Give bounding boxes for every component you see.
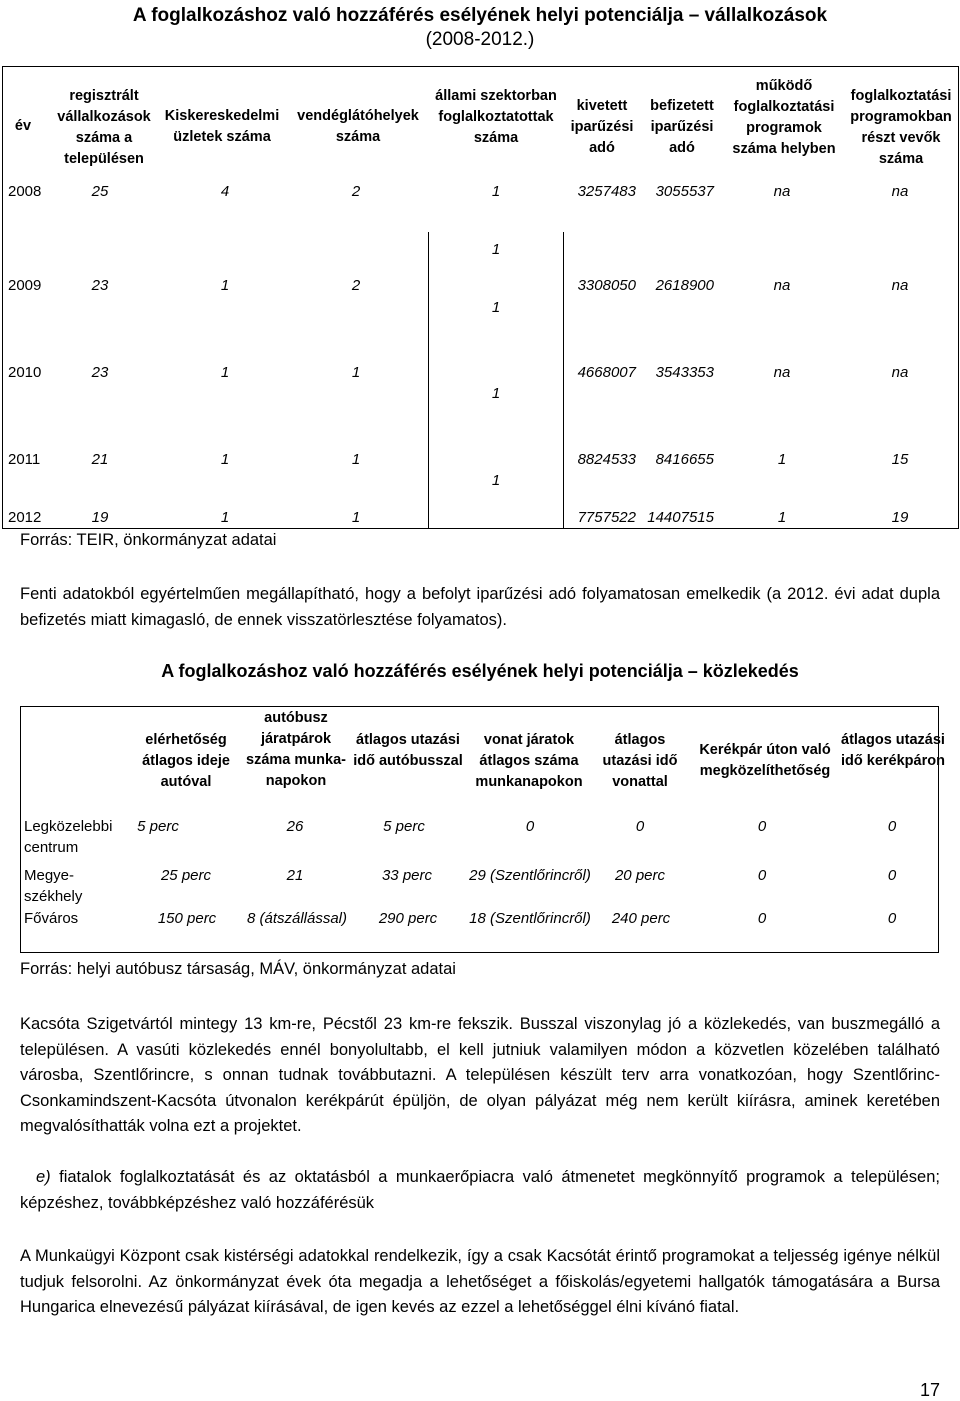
paragraph-youth-programs — [20, 1165, 940, 1216]
cell: 4 — [220, 183, 230, 200]
cell: 2 — [351, 183, 361, 200]
cell: 7757522 — [577, 509, 636, 526]
cell: 3543353 — [655, 364, 714, 381]
cell: 240 perc — [611, 910, 671, 927]
cell: 8 (átszállással) — [246, 910, 348, 927]
cell: 1 — [351, 509, 361, 526]
cell: 2618900 — [655, 277, 714, 294]
section-title-enterprises — [0, 4, 960, 52]
table1-left-border — [2, 66, 3, 529]
cell: 15 — [891, 451, 909, 468]
cell-year: 2008 — [8, 183, 42, 200]
item-marker: e) — [36, 1168, 51, 1186]
cell: 8416655 — [655, 451, 714, 468]
cell: 0 — [757, 867, 767, 884]
th-train-time: átlagos utazási idő vonattal — [602, 732, 678, 790]
cell: 33 perc — [381, 867, 433, 884]
cell: 1 — [351, 451, 361, 468]
cell: 5 perc — [383, 818, 425, 835]
cell: na — [773, 364, 791, 381]
cell: 19 — [91, 509, 109, 526]
cell: 1 — [220, 277, 230, 294]
th-bike-time: átlagos utazási idő kerékpáron — [841, 732, 945, 769]
cell: 5 perc — [137, 818, 179, 835]
cell: 19 — [891, 509, 909, 526]
cell: 1 — [220, 364, 230, 381]
row-label: Főváros — [24, 910, 79, 927]
page-number: 17 — [919, 1380, 940, 1400]
table1-top-border — [2, 66, 958, 67]
cell: 25 perc — [160, 867, 212, 884]
row-label: Megye-székhely — [24, 867, 83, 905]
th-bus-pairs: autóbusz járatpárok száma munka-napokon — [246, 710, 346, 789]
cell-year: 2010 — [8, 364, 42, 381]
th-paid-tax: befizetett iparűzési adó — [650, 98, 714, 156]
th-year: év — [14, 118, 32, 134]
section-title-line1: A foglalkozáshoz való hozzáférés esélyének helyi potenciálja – vállalkozások — [132, 5, 828, 26]
cell: na — [773, 183, 791, 200]
section-title-transport: A foglalkozáshoz való hozzáférés esélyének helyi potenciálja – közlekedés — [161, 661, 799, 681]
th-program-participants: foglalkoztatási programokban részt vevők száma — [850, 88, 952, 167]
cell: 18 (Szentlőrincről) — [469, 910, 591, 927]
cell-year: 2012 — [8, 509, 42, 526]
th-state-employees: állami szektorban foglalkoztatottak száma — [435, 88, 557, 146]
cell: 3055537 — [655, 183, 714, 200]
table1-col-divider-left — [428, 232, 429, 529]
cell-year: 2011 — [8, 451, 41, 468]
cell: na — [891, 183, 909, 200]
cell: 0 — [887, 818, 897, 835]
cell: 14407515 — [647, 509, 714, 526]
row-label: Legközelebbi centrum — [24, 818, 113, 856]
cell: 8824533 — [577, 451, 636, 468]
cell: 3257483 — [577, 183, 636, 200]
cell: 290 perc — [378, 910, 438, 927]
th-levied-tax: kivetett iparűzési adó — [570, 98, 634, 156]
th-bike-access: Kerékpár úton való megközelíthetőség — [699, 742, 831, 779]
section-title-line2: (2008-2012.) — [425, 29, 535, 50]
paragraph-tax-note: Fenti adatokból egyértelműen megállapítható, hogy a befolyt iparűzési adó folyamatosan emelkedik (a 2012. évi adat dupla befizetés miatt kimagasló, de ennek visszatörlesztése folyamatos). — [20, 585, 940, 629]
th-registered-enterprises: regisztrált vállalkozások száma a településen — [57, 88, 151, 167]
cell: 4668007 — [577, 364, 636, 381]
item-text: fiatalok foglalkoztatását és az oktatásból a munkaerőpiacra való átmenetet megkönnyítő programok a településen; képzéshez, továbbképzéshez való hozzáférésük — [20, 1168, 940, 1212]
cell: 0 — [757, 818, 767, 835]
cell: 150 perc — [157, 910, 217, 927]
th-retail-shops: Kiskereskedelmi üzletek száma — [164, 108, 280, 145]
cell: 1 — [491, 385, 501, 402]
cell: 29 (Szentlőrincről) — [469, 867, 591, 884]
cell: 21 — [91, 451, 109, 468]
cell: na — [891, 277, 909, 294]
cell: 1 — [351, 364, 361, 381]
th-train-count: vonat járatok átlagos száma munkanapokon — [475, 732, 583, 790]
cell: 1 — [220, 509, 230, 526]
cell-year: 2009 — [8, 277, 42, 294]
th-car-time: elérhetőség átlagos ideje autóval — [142, 732, 230, 790]
cell: 21 — [286, 867, 304, 884]
cell: 2 — [351, 277, 361, 294]
paragraph-transport: Kacsóta Szigetvártól mintegy 13 km-re, Pécstől 23 km-re fekszik. Busszal viszonylag jó a közlekedés, van buszmegálló a településen. A vasúti közlekedés ennél bonyolultabb, el kell jutniuk valamilyen módon a közvetlen közelében található városba, Szentlőrincre, s onnan tudnak továbbutazni. A településen készült terv arra vonatkozóan, hogy Szentlőrinc-Csonkamindszent-Kacsóta útvonalon kerékpárút épüljön, de olyan pályázat még nem került kiírásra, aminek keretében megvalósíthatták volna ezt a projektet. — [20, 1015, 940, 1135]
cell: 0 — [757, 910, 767, 927]
th-restaurants: vendéglátóhelyek száma — [297, 108, 419, 145]
table1-right-border — [958, 66, 959, 529]
table2-left-border — [20, 706, 21, 953]
cell-upper-one: 1 — [491, 241, 501, 258]
cell: na — [891, 364, 909, 381]
cell: 26 — [286, 818, 304, 835]
cell: 0 — [887, 910, 897, 927]
cell: 0 — [525, 818, 535, 835]
table1-source: Forrás: TEIR, önkormányzat adatai — [20, 531, 277, 549]
cell: 3308050 — [577, 277, 636, 294]
cell: 25 — [91, 183, 109, 200]
cell: 1 — [491, 299, 501, 316]
cell: 1 — [777, 451, 787, 468]
cell: 1 — [777, 509, 787, 526]
table1-bottom-border — [2, 528, 958, 529]
paragraph-labour-office: A Munkaügyi Központ csak kistérségi adatokkal rendelkezik, így a csak Kacsótát érintő programokat a teljesség igénye nélkül tudjuk felsorolni. Az önkormányzat évek óta megadja a lehetőséget a főiskolás/egyetemi hallgatók támogatására a Bursa Hungarica elnevezésű pályázat kiírásával, de igen kevés az ezzel a lehetőséggel élni kívánó fiatal. — [20, 1247, 940, 1316]
th-employment-programs: működő foglalkoztatási programok száma helyben — [732, 78, 836, 157]
cell: 0 — [887, 867, 897, 884]
cell: 1 — [491, 183, 501, 200]
cell: 1 — [220, 451, 230, 468]
table2-bottom-border — [20, 952, 938, 953]
cell: 20 perc — [614, 867, 666, 884]
cell: 23 — [91, 364, 109, 381]
table2-top-border — [20, 706, 938, 707]
table2-source: Forrás: helyi autóbusz társaság, MÁV, önkormányzat adatai — [20, 960, 456, 978]
cell: 0 — [635, 818, 645, 835]
cell: na — [773, 277, 791, 294]
cell: 1 — [491, 472, 501, 489]
th-bus-time: átlagos utazási idő autóbusszal — [353, 732, 463, 769]
cell: 23 — [91, 277, 109, 294]
